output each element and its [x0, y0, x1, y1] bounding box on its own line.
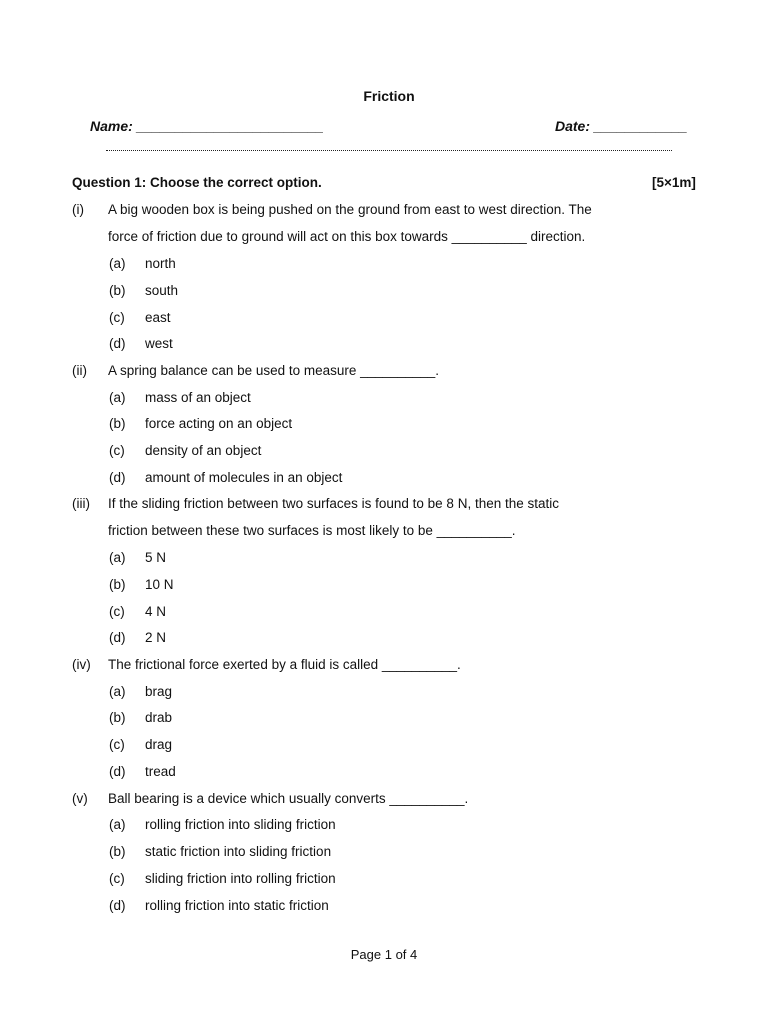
- option-label: (b): [109, 577, 126, 592]
- question-heading: Question 1: Choose the correct option.: [72, 175, 322, 190]
- option-label: (c): [109, 871, 125, 886]
- question-text: friction between these two surfaces is most likely to be __________.: [108, 523, 516, 538]
- option-label: (c): [109, 604, 125, 619]
- option-text: tread: [145, 764, 176, 779]
- option-text: east: [145, 310, 171, 325]
- option-label: (d): [109, 764, 126, 779]
- question-number: (ii): [72, 363, 87, 378]
- question-number: (iv): [72, 657, 91, 672]
- option-label: (d): [109, 898, 126, 913]
- question-text: force of friction due to ground will act on this box towards __________ direction.: [108, 229, 586, 244]
- option-label: (b): [109, 283, 126, 298]
- question-text: A big wooden box is being pushed on the ground from east to west direction. The: [108, 202, 592, 217]
- option-text: brag: [145, 684, 173, 699]
- date-field-label: Date: ____________: [555, 118, 688, 134]
- question-number: (i): [72, 202, 84, 217]
- option-text: static friction into sliding friction: [145, 844, 332, 859]
- option-text: 10 N: [145, 577, 174, 592]
- option-label: (a): [109, 390, 126, 405]
- option-text: north: [145, 256, 176, 271]
- option-text: rolling friction into sliding friction: [145, 817, 336, 832]
- option-label: (b): [109, 710, 126, 725]
- dotted-divider: [106, 150, 672, 151]
- question-number: (iii): [72, 496, 90, 511]
- page-title: Friction: [363, 88, 415, 104]
- option-text: 5 N: [145, 550, 167, 565]
- option-text: amount of molecules in an object: [145, 470, 343, 485]
- option-label: (b): [109, 416, 126, 431]
- option-label: (d): [109, 630, 126, 645]
- option-label: (b): [109, 844, 126, 859]
- question-text: The frictional force exerted by a fluid is called __________.: [108, 657, 461, 672]
- option-text: south: [145, 283, 179, 298]
- option-text: sliding friction into rolling friction: [145, 871, 336, 886]
- option-label: (a): [109, 550, 126, 565]
- question-marks: [5×1m]: [652, 175, 696, 190]
- option-label: (a): [109, 256, 126, 271]
- question-number: (v): [72, 791, 88, 806]
- option-label: (c): [109, 737, 125, 752]
- option-label: (a): [109, 684, 126, 699]
- option-label: (a): [109, 817, 126, 832]
- option-text: drag: [145, 737, 173, 752]
- name-field-label: Name: ________________________: [90, 118, 324, 134]
- question-text: Ball bearing is a device which usually converts __________.: [108, 791, 469, 806]
- option-label: (d): [109, 470, 126, 485]
- option-text: force acting on an object: [145, 416, 293, 431]
- option-text: mass of an object: [145, 390, 251, 405]
- option-label: (c): [109, 443, 125, 458]
- option-text: west: [145, 336, 173, 351]
- option-text: drab: [145, 710, 173, 725]
- option-text: 2 N: [145, 630, 167, 645]
- question-text: A spring balance can be used to measure __________.: [108, 363, 439, 378]
- option-label: (c): [109, 310, 125, 325]
- option-text: rolling friction into static friction: [145, 898, 329, 913]
- question-text: If the sliding friction between two surfaces is found to be 8 N, then the static: [108, 496, 559, 511]
- option-text: 4 N: [145, 604, 167, 619]
- page-number: Page 1 of 4: [350, 947, 418, 962]
- option-label: (d): [109, 336, 126, 351]
- option-text: density of an object: [145, 443, 262, 458]
